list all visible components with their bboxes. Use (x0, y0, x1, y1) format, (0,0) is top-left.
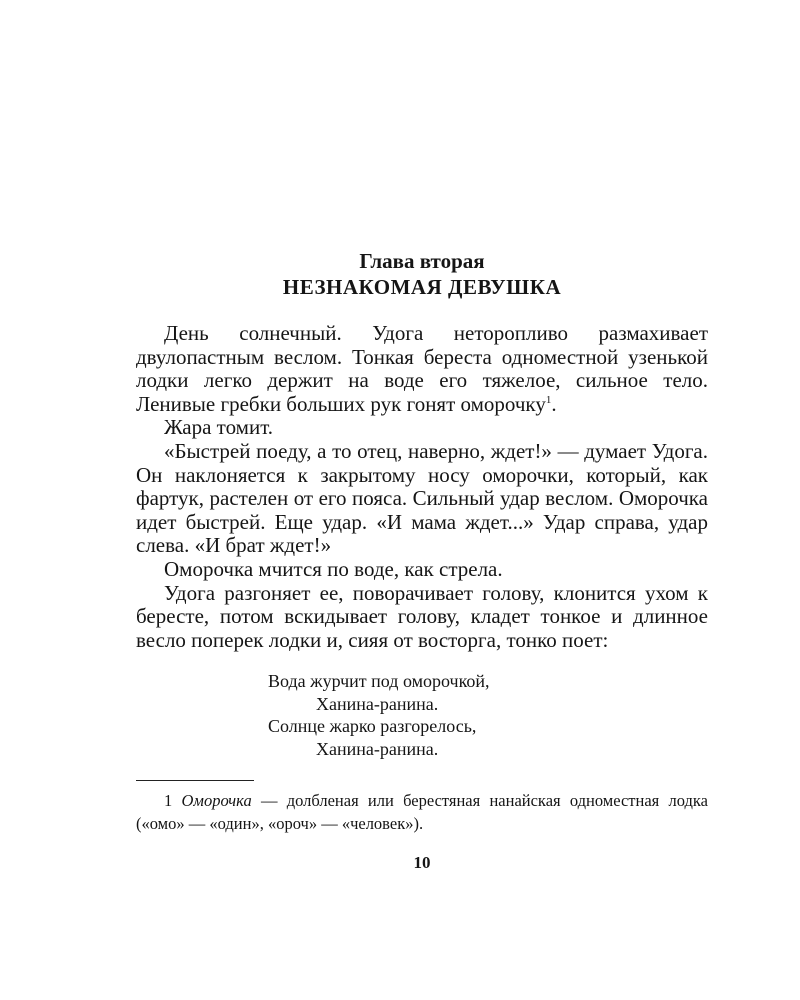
page-number: 10 (413, 853, 431, 873)
footnote-marker: 1 (164, 791, 173, 811)
footnote-text: — долбленая или берестяная нанайская одноместная лодка («омо» — «один», «ороч» — «человек»). (136, 791, 709, 834)
paragraph: Жара томит. (164, 415, 274, 440)
paragraph-text: День солнечный. Удога неторопливо размахивает двулопастным веслом. Тонкая береста одноместной узенькой лодки легко держит на воде его тяжелое, сильное тело. Ленивые гребки больших рук гонят оморочку (136, 321, 708, 416)
footnote-term: Оморочка (181, 791, 252, 811)
paragraph (136, 322, 708, 416)
footnote-divider (136, 780, 254, 781)
poem-line: Солнце жарко разгорелось, (268, 716, 477, 737)
footnote-reference: 1 (545, 393, 552, 406)
poem (268, 670, 708, 760)
footnote (136, 789, 708, 835)
poem-line: Ханина-ранина. (316, 693, 439, 714)
book-page (136, 248, 708, 873)
poem-line: Вода журчит под оморочкой, (268, 671, 490, 692)
chapter-title: НЕЗНАКОМАЯ ДЕВУШКА (282, 275, 562, 299)
paragraph: Оморочка мчится по воде, как стрела. (164, 556, 503, 581)
paragraph: «Быстрей поеду, а то отец, наверно, ждет!» — думает Удога. Он наклоняется к закрытому носу оморочки, который, как фартук, растелен от его пояса. Сильный удар веслом. Оморочка идет быстрей. Еще удар. «И мама ждет...» Удар справа, удар слева. «И брат ждет!» (136, 438, 708, 558)
paragraph: Удога разгоняет ее, поворачивает голову, клонится ухом к бересте, потом вскидывает голову, кладет тонкое и длинное весло поперек лодки и, сияя от восторга, тонко поет: (136, 580, 708, 652)
chapter-label: Глава вторая (359, 249, 485, 273)
paragraph-end: . (551, 391, 557, 416)
poem-line: Ханина-ранина. (316, 738, 439, 759)
